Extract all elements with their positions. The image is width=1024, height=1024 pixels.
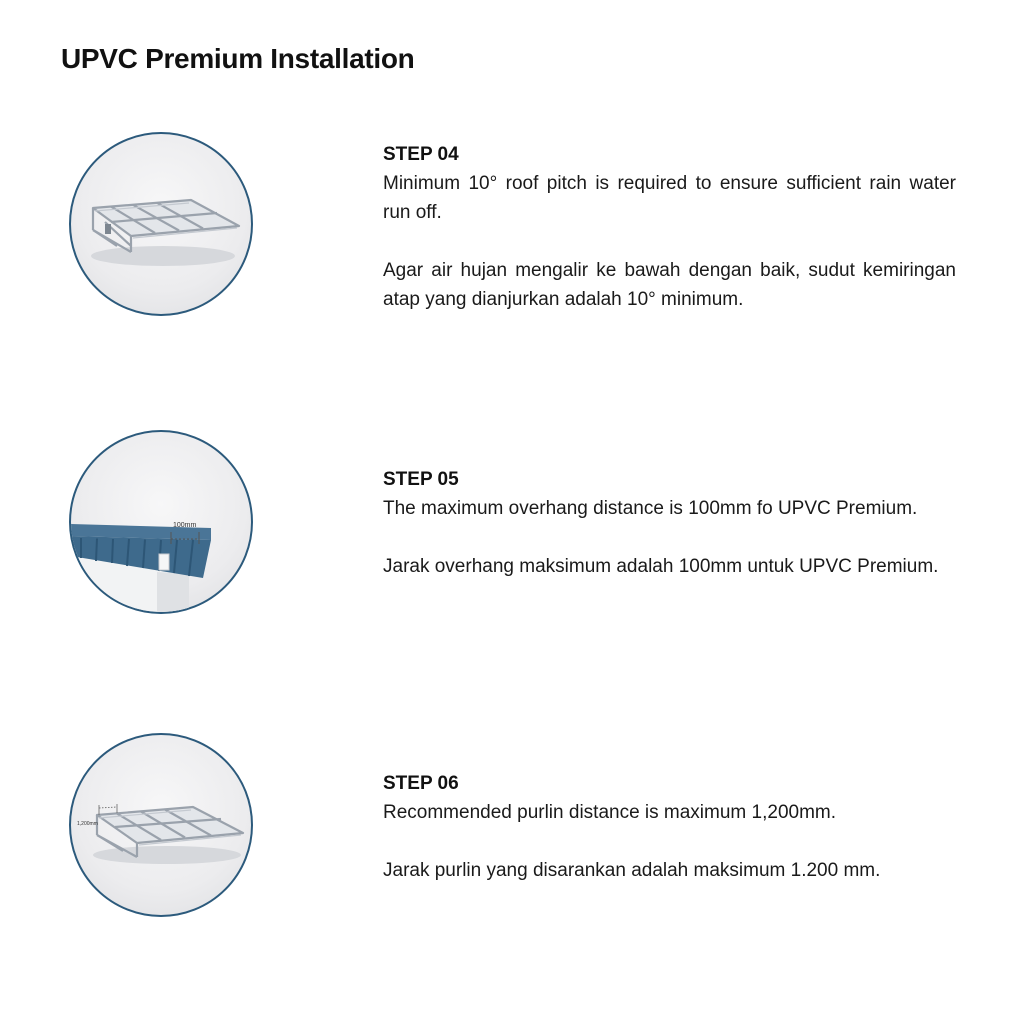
step-05-text (383, 466, 956, 581)
step-label: STEP 05 (383, 469, 459, 490)
roof-frame-svg (71, 134, 251, 314)
step-description-id: Jarak purlin yang disarankan adalah maksimum 1.200 mm. (383, 860, 881, 881)
overhang-dimension-label: 100mm (173, 522, 197, 529)
step-label: STEP 04 (383, 144, 459, 165)
roof-frame-pitch-illustration (69, 132, 253, 316)
purlin-frame-svg (71, 735, 251, 915)
page-title: UPVC Premium Installation (61, 43, 415, 74)
step-label: STEP 06 (383, 773, 459, 794)
purlin-dimension-label: 1,200mm (77, 821, 98, 827)
step-description-en: Recommended purlin distance is maximum 1,200mm. (383, 802, 837, 823)
step-description-en: Minimum 10° roof pitch is required to ensure sufficient rain water run off. (383, 173, 956, 223)
purlin-frame-illustration (69, 733, 253, 917)
step-description-id: Jarak overhang maksimum adalah 100mm untuk UPVC Premium. (383, 556, 939, 577)
roof-overhang-illustration (69, 430, 253, 614)
step-06-text (383, 770, 956, 885)
roof-overhang-svg (71, 432, 251, 612)
step-description-en: The maximum overhang distance is 100mm fo UPVC Premium. (383, 498, 918, 519)
step-description-id: Agar air hujan mengalir ke bawah dengan baik, sudut kemiringan atap yang dianjurkan adalah 10° minimum. (383, 260, 956, 310)
step-04-text (383, 141, 956, 314)
